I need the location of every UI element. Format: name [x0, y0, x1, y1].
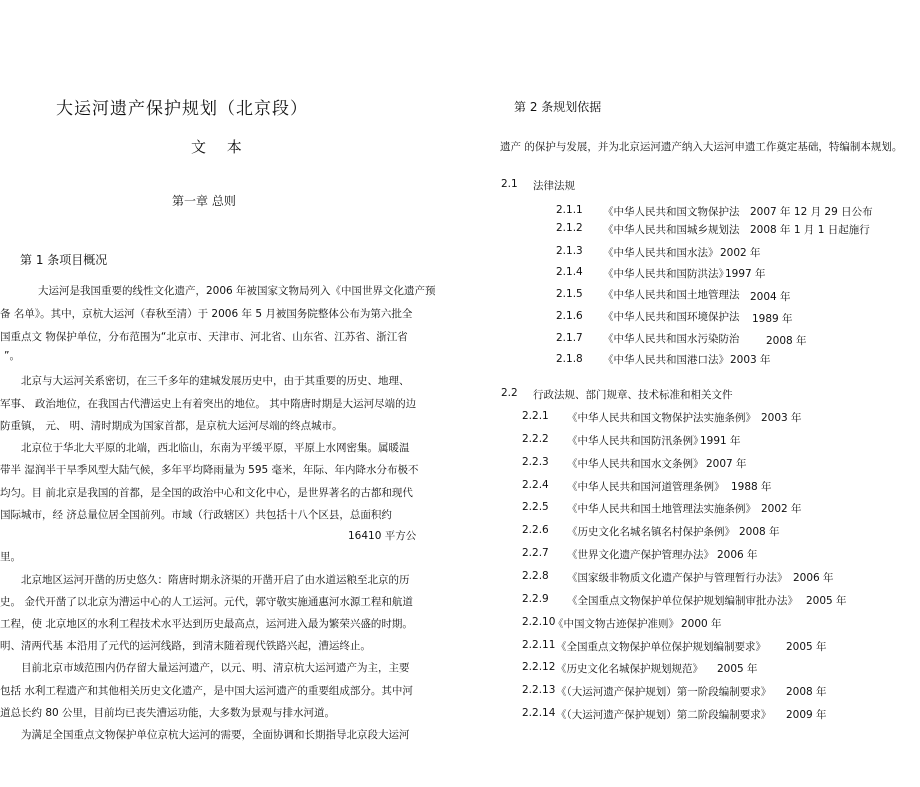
document-subtitle: 文 本 [191, 138, 250, 156]
law-name: 《中华人民共和国水法》 [603, 247, 719, 259]
law-number: 2.1.8 [556, 353, 583, 365]
chapter-heading: 第一章 总则 [172, 194, 236, 208]
body-line: 北京地区运河开凿的历史悠久：隋唐时期永济渠的开凿开启了由水道运粮至北京的历 [21, 574, 410, 586]
intro-line: 遗产 的保护与发展，并为北京运河遗产纳入大运河申遗工作奠定基础，特编制本规划。 [500, 141, 903, 153]
body-line: 道总长约 80 公里，目前均已丧失漕运功能，大多数为景观与排水河道。 [0, 707, 336, 719]
law-year: 2008 年 [766, 335, 807, 347]
regulation-name: 《中华人民共和国河道管理条例》 [567, 481, 725, 493]
body-line: 工程，使 北京地区的水利工程技术水平达到历史最高点，运河进入最为繁荣兴盛的时期。 [0, 618, 413, 630]
law-name: 《中华人民共和国城乡规划法 [603, 224, 740, 236]
article-2-heading: 第 2 条规划依据 [514, 100, 602, 114]
regulation-year: 2002 年 [761, 503, 802, 515]
regulation-year: 2006 年 [793, 572, 834, 584]
regulation-year: 1988 年 [731, 481, 772, 493]
regulation-number: 2.2.6 [522, 524, 549, 536]
body-line: 16410 平方公 [348, 530, 417, 542]
regulation-name: 《世界文化遗产保护管理办法》 [567, 549, 714, 561]
section-2-2-number: 2.2 [501, 387, 518, 399]
body-line: 大运河是我国重要的线性文化遗产，2006 年被国家文物局列入《中国世界文化遗产预 [38, 285, 436, 297]
section-2-1-label: 法律法规 [533, 180, 575, 192]
law-year: 2004 年 [750, 291, 791, 303]
regulation-number: 2.2.11 [522, 639, 556, 651]
regulation-number: 2.2.9 [522, 593, 549, 605]
law-number: 2.1.3 [556, 245, 583, 257]
body-line: 目前北京市域范围内仍存留大量运河遗产，以元、明、清京杭大运河遗产为主，主要 [21, 662, 410, 674]
document-title: 大运河遗产保护规划（北京段） [56, 99, 308, 119]
body-line: 备 名单》。其中，京杭大运河（春秋至清）于 2006 年 5 月被国务院整体公布为第六批全 [0, 308, 413, 320]
regulation-number: 2.2.8 [522, 570, 549, 582]
body-line: 包括 水利工程遗产和其他相关历史文化遗产，是中国大运河遗产的重要组成部分。其中河 [0, 685, 413, 697]
regulation-number: 2.2.5 [522, 501, 549, 513]
body-line: 史。 金代开凿了以北京为漕运中心的人工运河。元代，郭守敬实施通惠河水源工程和航道 [0, 596, 413, 608]
body-line: 军事、 政治地位，在我国古代漕运史上有着突出的地位。 其中隋唐时期是大运河尽端的边 [0, 398, 417, 410]
regulation-number: 2.2.7 [522, 547, 549, 559]
regulation-year: 2005 年 [786, 641, 827, 653]
section-2-1-number: 2.1 [501, 178, 518, 190]
regulation-year: 2008 年 [739, 526, 780, 538]
body-line: 明、清两代基 本沿用了元代的运河线路，到清末随着现代铁路兴起，漕运终止。 [0, 640, 371, 652]
regulation-name: 《（大运河遗产保护规划）第二阶段编制要求》 [556, 709, 772, 721]
law-name: 《中华人民共和国文物保护法 [603, 206, 740, 218]
body-line: 均匀。目 前北京是我国的首都，是全国的政治中心和文化中心，是世界著名的古都和现代 [0, 487, 413, 499]
regulation-name: 《中华人民共和国土地管理法实施条例》 [567, 503, 756, 515]
regulation-name: 《中华人民共和国文物保护法实施条例》 [567, 412, 756, 424]
regulation-number: 2.2.1 [522, 410, 549, 422]
body-line: 带半 湿润半干旱季风型大陆气候，多年平均降雨量为 595 毫米，年际、年内降水分布极不 [0, 464, 419, 476]
body-line: 里。 [0, 551, 21, 563]
law-name: 《中华人民共和国土地管理法 [603, 289, 740, 301]
regulation-year: 2006 年 [717, 549, 758, 561]
regulation-year: 2009 年 [786, 709, 827, 721]
regulation-number: 2.2.3 [522, 456, 549, 468]
regulation-number: 2.2.4 [522, 479, 549, 491]
regulation-number: 2.2.13 [522, 684, 556, 696]
regulation-name: 《全国重点文物保护单位保护规划编制要求》 [556, 641, 766, 653]
regulation-name: 《中国文物古迹保护准则》 [553, 618, 679, 630]
law-name: 《中华人民共和国水污染防治 [603, 333, 740, 345]
law-name: 《中华人民共和国防洪法》 [603, 268, 729, 280]
regulation-name: 《历史文化名城保护规划规范》 [556, 663, 703, 675]
law-year: 1989 年 [752, 313, 793, 325]
body-line: ”。 [4, 350, 20, 362]
law-number: 2.1.7 [556, 332, 583, 344]
body-line: 国际城市，经 济总量位居全国前列。市域（行政辖区）共包括十八个区县，总面积约 [0, 509, 392, 521]
regulation-year: 2007 年 [706, 458, 747, 470]
law-year: 2003 年 [730, 354, 771, 366]
law-number: 2.1.1 [556, 204, 583, 216]
law-year: 2008 年 1 月 1 日起施行 [750, 224, 870, 236]
regulation-number: 2.2.14 [522, 707, 556, 719]
law-year: 2002 年 [720, 247, 761, 259]
body-line: 北京位于华北大平原的北端，西北临山，东南为平缓平原，平原上水网密集。属暖温 [21, 442, 410, 454]
regulation-name: 《历史文化名城名镇名村保护条例》 [567, 526, 735, 538]
regulation-year: 2005 年 [717, 663, 758, 675]
body-line: 国重点文 物保护单位，分布范围为“北京市、天津市、河北省、山东省、江苏省、浙江省 [0, 331, 408, 343]
regulation-number: 2.2.12 [522, 661, 556, 673]
regulation-name: 《中华人民共和国水文条例》 [567, 458, 704, 470]
regulation-number: 2.2.10 [522, 616, 556, 628]
regulation-year: 2008 年 [786, 686, 827, 698]
law-name: 《中华人民共和国港口法》 [603, 354, 729, 366]
body-line: 北京与大运河关系密切，在三千多年的建城发展历史中，由于其重要的历史、地理、 [21, 375, 410, 387]
regulation-year: 2003 年 [761, 412, 802, 424]
regulation-name: 《国家级非物质文化遗产保护与管理暂行办法》 [567, 572, 788, 584]
law-number: 2.1.4 [556, 266, 583, 278]
law-number: 2.1.5 [556, 288, 583, 300]
regulation-year: 2000 年 [681, 618, 722, 630]
regulation-name: 《中华人民共和国防汛条例》 [567, 435, 704, 447]
law-year: 1997 年 [725, 268, 766, 280]
section-2-2-label: 行政法规、部门规章、技术标准和相关文件 [533, 389, 733, 401]
article-1-heading: 第 1 条项目概况 [20, 253, 108, 267]
law-number: 2.1.6 [556, 310, 583, 322]
regulation-name: 《（大运河遗产保护规划）第一阶段编制要求》 [556, 686, 772, 698]
regulation-number: 2.2.2 [522, 433, 549, 445]
law-year: 2007 年 12 月 29 日公布 [750, 206, 873, 218]
law-name: 《中华人民共和国环境保护法 [603, 311, 740, 323]
regulation-name: 《全国重点文物保护单位保护规划编制审批办法》 [567, 595, 798, 607]
body-line: 为满足全国重点文物保护单位京杭大运河的需要，全面协调和长期指导北京段大运河 [21, 729, 410, 741]
body-line: 防重镇， 元、 明、清时期成为国家首都，是京杭大运河尽端的终点城市。 [0, 420, 343, 432]
regulation-year: 1991 年 [700, 435, 741, 447]
regulation-year: 2005 年 [806, 595, 847, 607]
law-number: 2.1.2 [556, 222, 583, 234]
